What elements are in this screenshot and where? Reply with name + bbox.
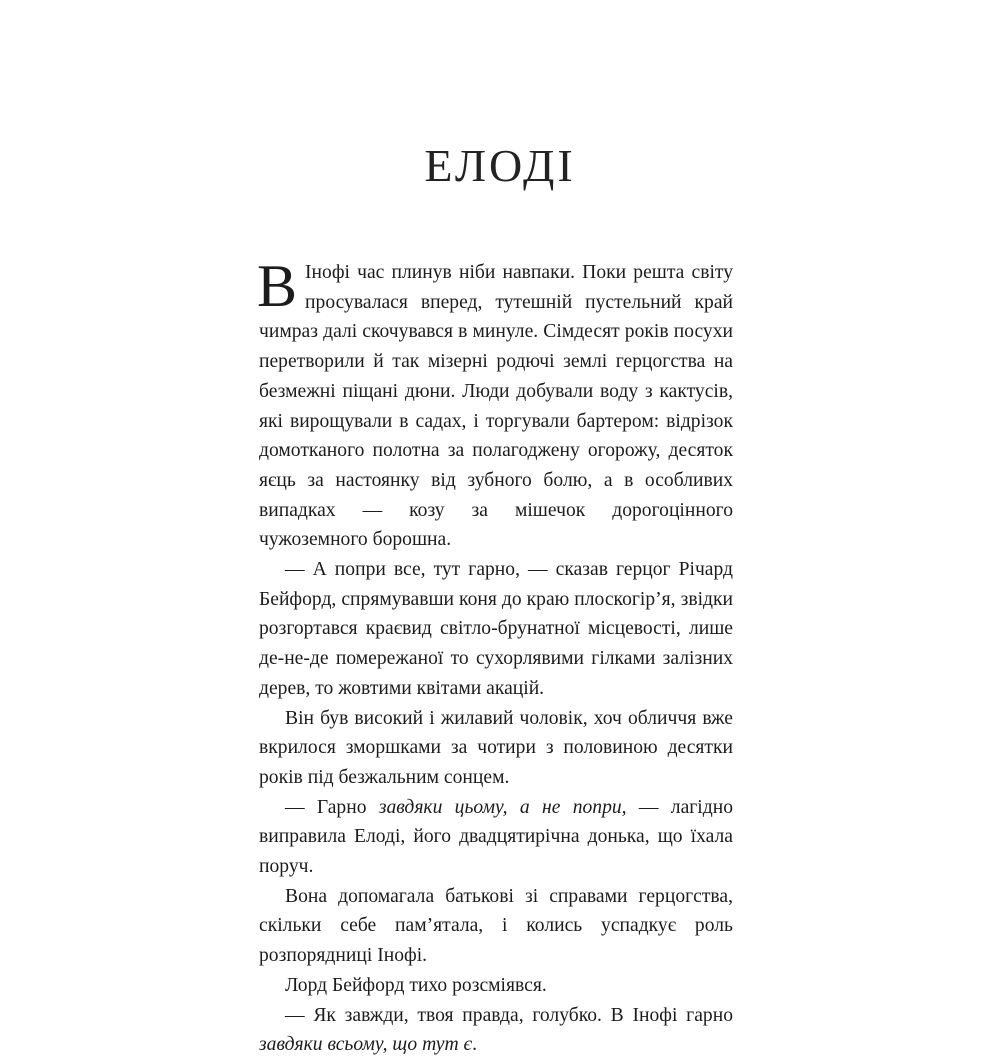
paragraph-4-before: — Гарно [285, 796, 379, 818]
paragraph-5: Вона допомагала батькові зі справами герцогства, скільки себе пам’ятала, і колись успадкує роль розпорядниці Інофі. [259, 885, 733, 967]
paragraph-3: Він був високий і жилавий чоловік, хоч обличчя вже вкрилося зморшками за чотири з половиною десятки років під безжальним сонцем. [259, 707, 733, 788]
paragraph-6: Лорд Бейфорд тихо розсміявся. [285, 974, 547, 996]
paragraph-1 [257, 253, 733, 555]
paragraph-7-italic: завдяки всьому, що тут є [259, 1034, 473, 1056]
chapter-title: ЕЛОДІ [424, 140, 576, 191]
chapter-body [257, 253, 733, 1060]
paragraph-4-after: — лагідно виправила Елоді, його двадцятирічна донька, що їхала поруч. [259, 796, 733, 878]
paragraph-7-after: . [472, 1034, 477, 1056]
paragraph-2: — А попри все, тут гарно, — сказав герцог Річард Бейфорд, спрямувавши коня до краю плоскогір’я, звідки розгортався краєвид світло-брунатної місцевості, лише де-не-де помережаної то сухорлявими гілками залізних дерев, то жовтими квітами акацій. [259, 559, 733, 699]
paragraph-7-before: — Як завжди, твоя правда, голубко. В Інофі гарно [285, 1004, 733, 1026]
paragraph-7 [259, 1001, 733, 1060]
paragraph-4-italic: завдяки цьому, а не попри, [378, 796, 627, 818]
drop-cap: В [257, 253, 298, 319]
paragraph-1-text: Інофі час плинув ніби навпаки. Поки решта світу просувалася вперед, тутешній пустельний край чимраз далі скочувався в минуле. Сімдесят років посухи перетворили й так мізерні родючі землі герцогства на безмежні піщані дюни. Люди добували воду з кактусів, які вирощували в садах, і торгували бартером: відрізок домотканого полотна за полагоджену огорожу, десяток яєць за настоянку від зубного болю, а в особливих випадках — козу за мішечок дорогоцінного чужоземного борошна. [259, 262, 733, 551]
paragraph-4 [259, 793, 733, 882]
